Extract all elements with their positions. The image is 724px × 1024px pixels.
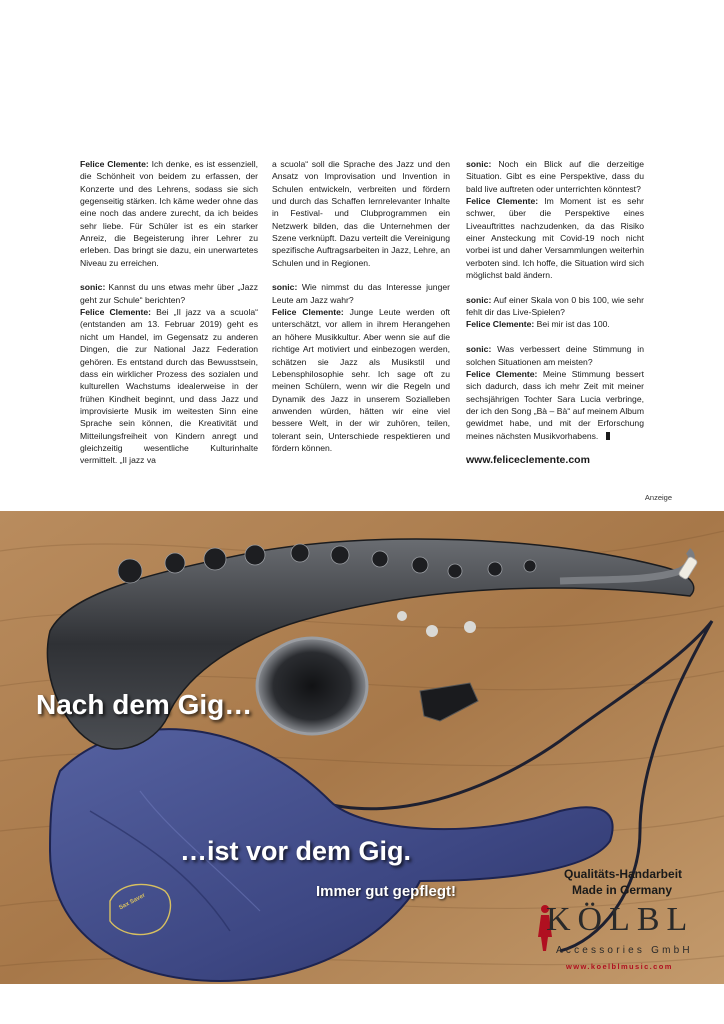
question-text: Was verbessert deine Stimmung in solchen Situationen am meisten? <box>466 344 644 367</box>
ad-headline-2: …ist vor dem Gig. <box>180 836 412 866</box>
question-paragraph <box>466 158 644 195</box>
question-paragraph <box>80 281 258 306</box>
answer-paragraph <box>466 195 644 281</box>
sax-bell <box>257 638 367 734</box>
advertisement-label: Anzeige <box>644 493 672 502</box>
speaker-label: Felice Clemente: <box>466 196 539 207</box>
speaker-label: Felice Clemente: <box>466 319 535 330</box>
speaker-label: Felice Clemente: <box>272 307 344 318</box>
ad-tagline: Immer gut gepflegt! <box>316 883 457 900</box>
speaker-label: Felice Clemente: <box>80 307 152 318</box>
speaker-label: Felice Clemente: <box>466 368 538 379</box>
brand-logo-text: KÖLBL <box>546 901 695 938</box>
answer-paragraph <box>80 306 258 466</box>
speaker-label: Felice Clemente: <box>80 159 149 169</box>
question-text: Auf einer Skala von 0 bis 100, wie sehr fehlt dir das Live-Spielen? <box>466 294 644 318</box>
speaker-label: sonic: <box>466 344 492 355</box>
speaker-label: sonic: <box>466 294 492 305</box>
brand-url[interactable]: www.koelblmusic.com <box>566 962 673 971</box>
answer-paragraph <box>466 318 644 330</box>
answer-text: Im Moment ist es sehr schwer, über die Perspektive eines Liveauftrittes nachzudenken, da das Risiko einer Ansteckung mit Covid-19 noch nicht vorbei ist und daher Versammlungen weiterhin verboten sind. Ich hoffe, die Situation wird sich möglichst bald ändern. <box>466 196 644 281</box>
question-paragraph <box>272 281 450 306</box>
answer-paragraph <box>272 306 450 454</box>
article-column-3 <box>466 158 644 467</box>
end-of-article-mark <box>606 432 610 440</box>
answer-text: Bei „Il jazz va a scuola“ (entstanden am 13. Februar 2019) geht es nicht um Handel, im Gegensatz zu anderen Dingen, die zur National Jazz Federation gehören. Es entstand durch das Bewusstsein, dass ein wirklicher Prozess des sozialen und kulturellen Wachstums idealerweise in der frühen Kindheit beginnt, und dass Jazz und improvisierte Musik im weitesten Sinn eine Sprache sein können, die Kreativität und Mitteilungsfreiheit von Kindern anregt und gleichzeitig wesentliche Kulturinhalte vermittelt. „Il jazz va <box>80 307 259 466</box>
brand-subtitle: Accessories GmbH <box>556 945 693 956</box>
speaker-label: sonic: <box>466 159 492 169</box>
ad-quality-line-2: Made in Germany <box>572 883 673 897</box>
speaker-label: sonic: <box>272 282 298 293</box>
article-column-2 <box>272 158 450 467</box>
advertisement <box>0 511 724 984</box>
question-paragraph <box>466 343 644 368</box>
website-link[interactable]: www.feliceclemente.com <box>466 454 590 467</box>
answer-text: Bei mir ist das 100. <box>534 319 610 330</box>
question-text: Wie nimmst du das Interesse junger Leute am Jazz wahr? <box>272 282 450 305</box>
answer-paragraph <box>80 158 258 269</box>
answer-text: Meine Stimmung bessert sich dadurch, dass ich mehr Zeit mit meiner sechsjährigen Tochter Sara Lucia verbringe, der ich den Song „Bà – Bà“ auf meinem Album gewidmet habe, und mit der Erforschung meines nächsten Musikvorhabens. <box>466 368 645 441</box>
question-paragraph <box>466 294 644 319</box>
ad-headline-1: Nach dem Gig… <box>36 689 253 720</box>
answer-paragraph <box>272 158 450 269</box>
question-text: Noch ein Blick auf die derzeitige Situation. Gibt es eine Perspektive, dass du bald live auftreten oder unterrichten könntest? <box>466 159 644 194</box>
answer-paragraph <box>466 368 644 442</box>
question-text: Kannst du uns etwas mehr über „Jazz geht zur Schule“ berichten? <box>80 282 258 305</box>
ad-quality-line-1: Qualitäts-Handarbeit <box>564 867 683 881</box>
answer-text: Ich denke, es ist essenziell, die Schönheit von beidem zu erfassen, der Konzerte und des Lehrens, sodass sie sich gegenseitig stärken. Ich käme weder ohne das eine noch das andere zurecht, da ich beides sehr liebe. Für Schüler ist es ein starker Anreiz, die Begeisterung ihrer Lehrer zu erleben. Das bringt sie dazu, ein unerwartetes Niveau zu erreichen. <box>80 159 259 268</box>
article-column-1 <box>80 158 258 479</box>
answer-text: Junge Leute werden oft unterschätzt, vor allem in ihrem Herangehen an höhere Musikkultur. Aber wenn sie auf die richtige Art motiviert und einbezogen werden, schätzen sie Jazz als Musikstil und Lebensphilosophie sehr. Ich sage oft zu meinen Schülern, wenn wir die Regeln und Dynamik des Jazz in unserem Sozialleben anwenden würden, hätten wir eine viel bessere Welt, in der wir zuhören, teilen, tolerant sein, Unterschiede respektieren und fördern können. <box>272 307 450 453</box>
answer-text: a scuola“ soll die Sprache des Jazz und den Ansatz von Improvisation und Invention in Schulen entwickeln, verbreiten und fördern und durch das Schaffen lernrelevanter Inhalte in Festival- und Clubprogrammen ein Netzwerk bilden, das die Unternehmen der Szene verknüpft. Dazu verteilt die Vereinigung spezifische Auftragsarbeiten in Jazz, Lehre, an Schulen und in Regionen. <box>272 159 450 268</box>
speaker-label: sonic: <box>80 282 106 293</box>
pouch-brand-label: Sax Saver <box>118 892 147 912</box>
